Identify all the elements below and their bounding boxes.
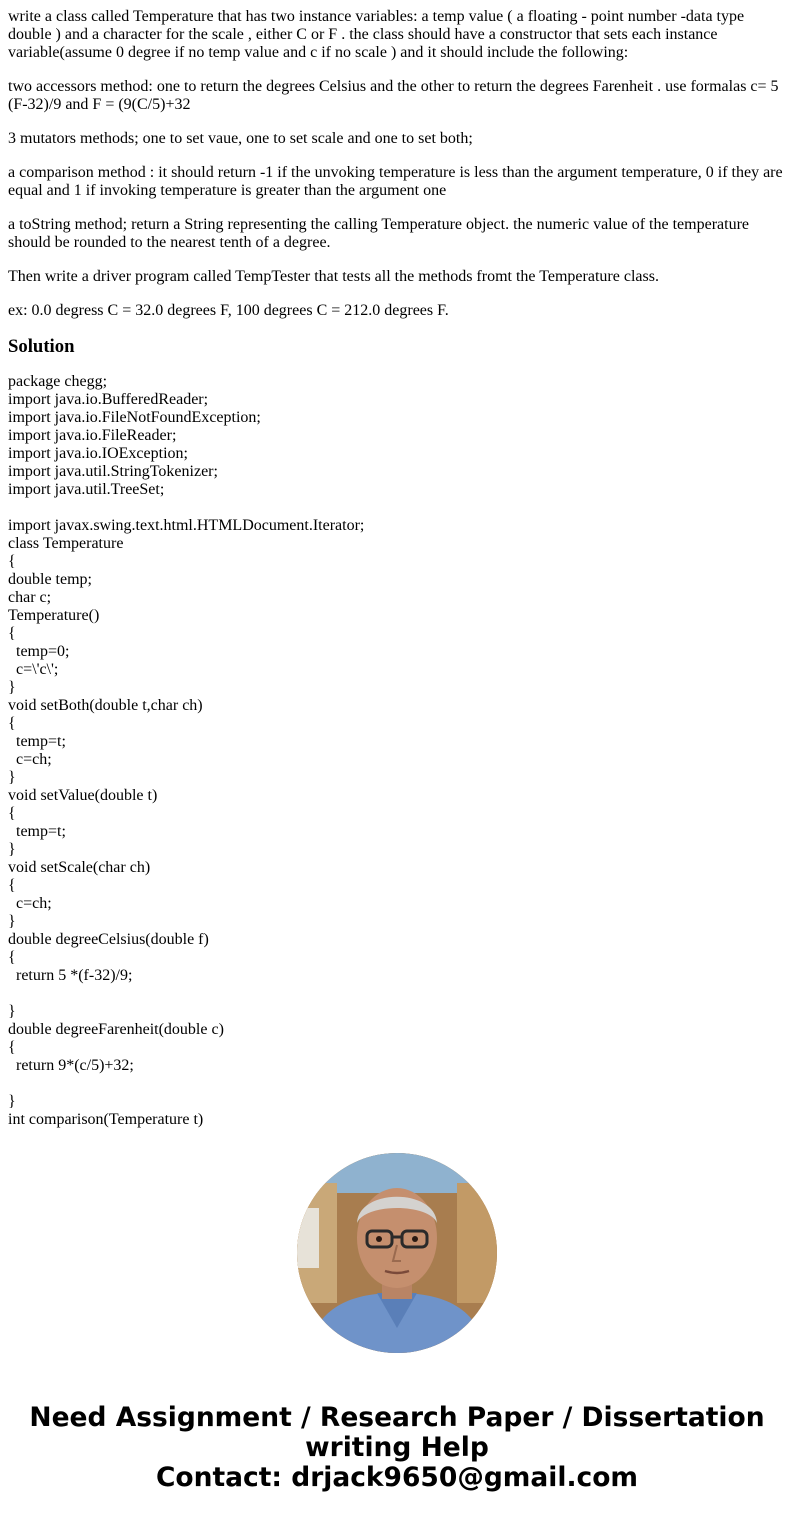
question-paragraph: a comparison method : it should return -1 if the unvoking temperature is less than the argument temperature, 0 if they are equal and 1 if invoking temperature is greater than the argument one — [8, 164, 783, 199]
page-content — [8, 8, 786, 1152]
code-line: { — [8, 625, 16, 642]
code-line: import java.io.FileNotFoundException; — [8, 409, 261, 426]
solution-heading: Solution — [8, 336, 75, 357]
code-line — [8, 985, 786, 1003]
code-line: double degreeCelsius(double f) — [8, 931, 209, 948]
contact-email[interactable]: Contact: drjack9650@gmail.com — [155, 1462, 639, 1493]
question-text — [8, 8, 786, 320]
code-line: c=ch; — [8, 895, 52, 912]
promo-banner — [0, 1403, 794, 1493]
code-line: c=\'c\'; — [8, 661, 59, 678]
code-line: } — [8, 679, 16, 696]
code-line: import java.util.TreeSet; — [8, 481, 165, 498]
code-line: package chegg; — [8, 373, 108, 390]
code-line: char c; — [8, 589, 52, 606]
code-line: import java.io.IOException; — [8, 445, 188, 462]
code-line: { — [8, 949, 16, 966]
code-line: temp=t; — [8, 733, 66, 750]
code-line: temp=0; — [8, 643, 70, 660]
code-line: { — [8, 805, 16, 822]
code-line: { — [8, 553, 16, 570]
code-line: import java.util.StringTokenizer; — [8, 463, 218, 480]
question-paragraph: 3 mutators methods; one to set vaue, one to set scale and one to set both; — [8, 130, 473, 147]
question-paragraph: write a class called Temperature that has two instance variables: a temp value ( a floating - point number -data type double ) and a character for the scale , either C or F . the class should have a constructor that sets each instance variable(assume 0 degree if no temp value and c if no scale ) and it should include the following: — [8, 8, 745, 61]
code-line: } — [8, 1093, 16, 1110]
code-line: void setValue(double t) — [8, 787, 158, 804]
code-line: return 9*(c/5)+32; — [8, 1057, 134, 1074]
code-line — [8, 499, 786, 517]
code-line: } — [8, 769, 16, 786]
code-line: { — [8, 1039, 16, 1056]
code-line: return 5 *(f-32)/9; — [8, 967, 133, 984]
question-paragraph: a toString method; return a String representing the calling Temperature object. the numeric value of the temperature should be rounded to the nearest tenth of a degree. — [8, 216, 749, 251]
code-line: import javax.swing.text.html.HTMLDocument.Iterator; — [8, 517, 365, 534]
code-line: double temp; — [8, 571, 92, 588]
code-line: import java.io.BufferedReader; — [8, 391, 209, 408]
code-line: { — [8, 877, 16, 894]
promo-line-2: writing Help — [305, 1432, 489, 1463]
code-line — [8, 1075, 786, 1093]
solution-code — [8, 373, 786, 1152]
code-line: class Temperature — [8, 535, 124, 552]
person-portrait-icon — [297, 1153, 497, 1353]
code-line: { — [8, 715, 16, 732]
code-line: } — [8, 1003, 16, 1020]
code-line: temp=t; — [8, 823, 66, 840]
code-line: void setBoth(double t,char ch) — [8, 697, 203, 714]
question-paragraph: Then write a driver program called TempTester that tests all the methods fromt the Temperature class. — [8, 268, 659, 285]
question-paragraph: two accessors method: one to return the degrees Celsius and the other to return the degrees Farenheit . use formalas c= 5 (F-32)/9 and F = (9(C/5)+32 — [8, 78, 779, 113]
code-line: void setScale(char ch) — [8, 859, 151, 876]
code-line: int comparison(Temperature t) — [8, 1111, 204, 1128]
author-photo — [297, 1153, 497, 1353]
code-line: double degreeFarenheit(double c) — [8, 1021, 224, 1038]
code-line: Temperature() — [8, 607, 100, 624]
code-line: c=ch; — [8, 751, 52, 768]
question-paragraph: ex: 0.0 degress C = 32.0 degrees F, 100 degrees C = 212.0 degrees F. — [8, 302, 449, 319]
promo-line-1: Need Assignment / Research Paper / Dissertation — [29, 1402, 765, 1433]
code-line: } — [8, 913, 16, 930]
code-line: import java.io.FileReader; — [8, 427, 177, 444]
code-line: } — [8, 841, 16, 858]
